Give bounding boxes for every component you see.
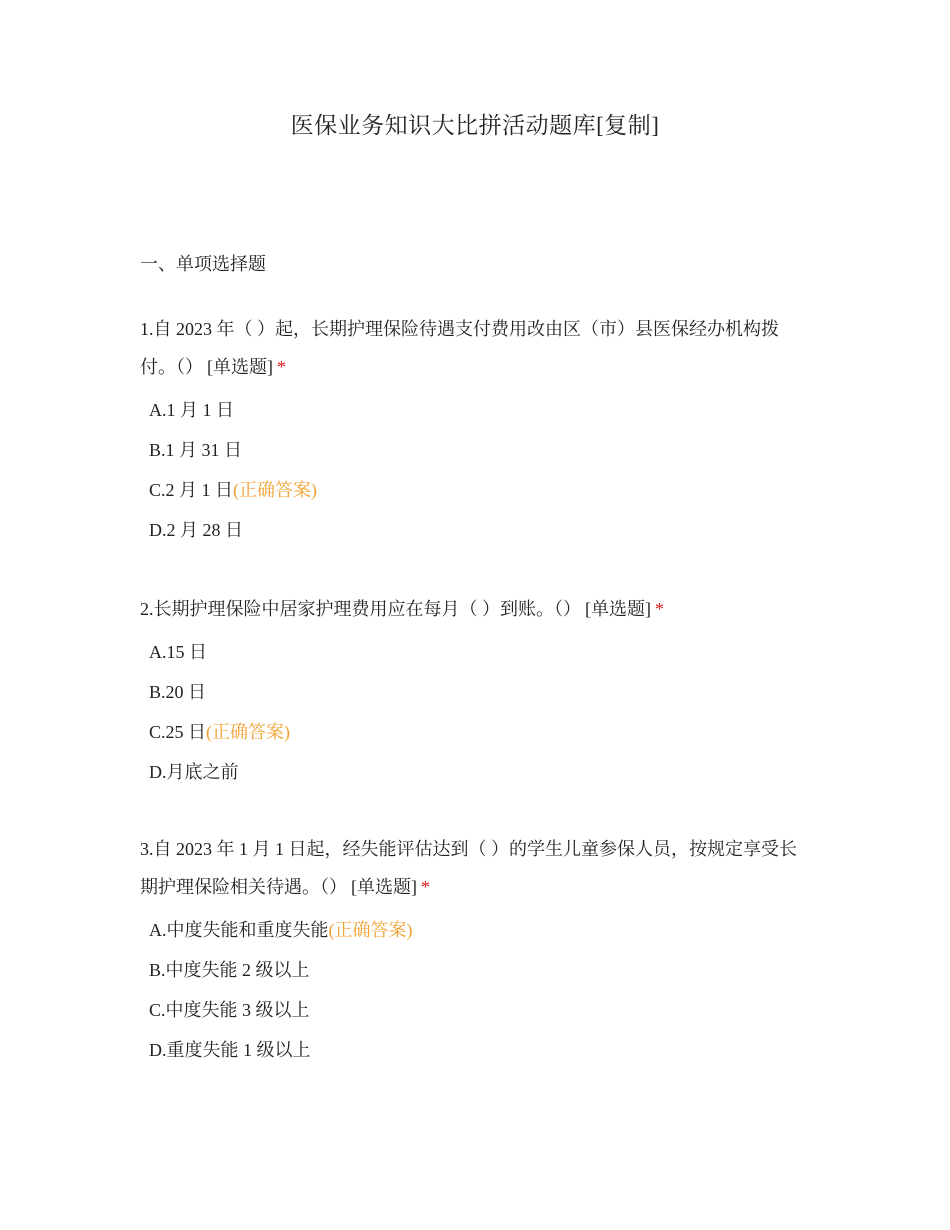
option-label: D.重度失能 1 级以上 [149, 1040, 311, 1060]
correct-answer-tag: (正确答案) [206, 722, 291, 742]
option-d[interactable] [140, 1030, 810, 1070]
question-type-label: [单选题] [207, 357, 273, 377]
correct-answer-tag: (正确答案) [328, 920, 413, 940]
option-list [140, 390, 810, 550]
option-label: A.中度失能和重度失能 [149, 920, 329, 940]
question-type-label: [单选题] [585, 599, 651, 619]
option-d[interactable] [140, 510, 810, 550]
question-text: 3.自 2023 年 1 月 1 日起，经失能评估达到（ ）的学生儿童参保人员，按规定享受长期护理保险相关待遇。（） [140, 839, 797, 897]
option-b[interactable] [140, 672, 810, 712]
option-label: A.15 日 [149, 642, 207, 662]
question-stem [140, 310, 810, 386]
option-a[interactable] [140, 632, 810, 672]
question-2 [140, 590, 810, 792]
option-label: C.2 月 1 日 [149, 480, 234, 500]
option-c[interactable] [140, 470, 810, 510]
option-b[interactable] [140, 430, 810, 470]
option-label: A.1 月 1 日 [149, 400, 234, 420]
question-text: 2.长期护理保险中居家护理费用应在每月（ ）到账。（） [140, 599, 581, 619]
option-label: B.1 月 31 日 [149, 440, 243, 460]
required-mark: * [421, 877, 430, 897]
option-label: D.月底之前 [149, 762, 239, 782]
question-text: 1.自 2023 年（ ）起，长期护理保险待遇支付费用改由区（市）县医保经办机构拨付。（） [140, 319, 779, 377]
option-list [140, 632, 810, 792]
option-c[interactable] [140, 712, 810, 752]
option-a[interactable] [140, 910, 810, 950]
option-d[interactable] [140, 752, 810, 792]
question-stem [140, 590, 810, 628]
option-label: C.中度失能 3 级以上 [149, 1000, 310, 1020]
question-3 [140, 830, 810, 1070]
required-mark: * [277, 357, 286, 377]
question-1 [140, 310, 810, 550]
option-label: D.2 月 28 日 [149, 520, 243, 540]
option-list [140, 910, 810, 1070]
question-stem [140, 830, 810, 906]
option-label: B.20 日 [149, 682, 207, 702]
option-b[interactable] [140, 950, 810, 990]
required-mark: * [655, 599, 664, 619]
question-type-label: [单选题] [351, 877, 417, 897]
option-label: B.中度失能 2 级以上 [149, 960, 310, 980]
correct-answer-tag: (正确答案) [233, 480, 318, 500]
page-title: 医保业务知识大比拼活动题库[复制] [290, 113, 660, 138]
option-label: C.25 日 [149, 722, 207, 742]
section-heading: 一、单项选择题 [140, 254, 266, 274]
option-a[interactable] [140, 390, 810, 430]
option-c[interactable] [140, 990, 810, 1030]
